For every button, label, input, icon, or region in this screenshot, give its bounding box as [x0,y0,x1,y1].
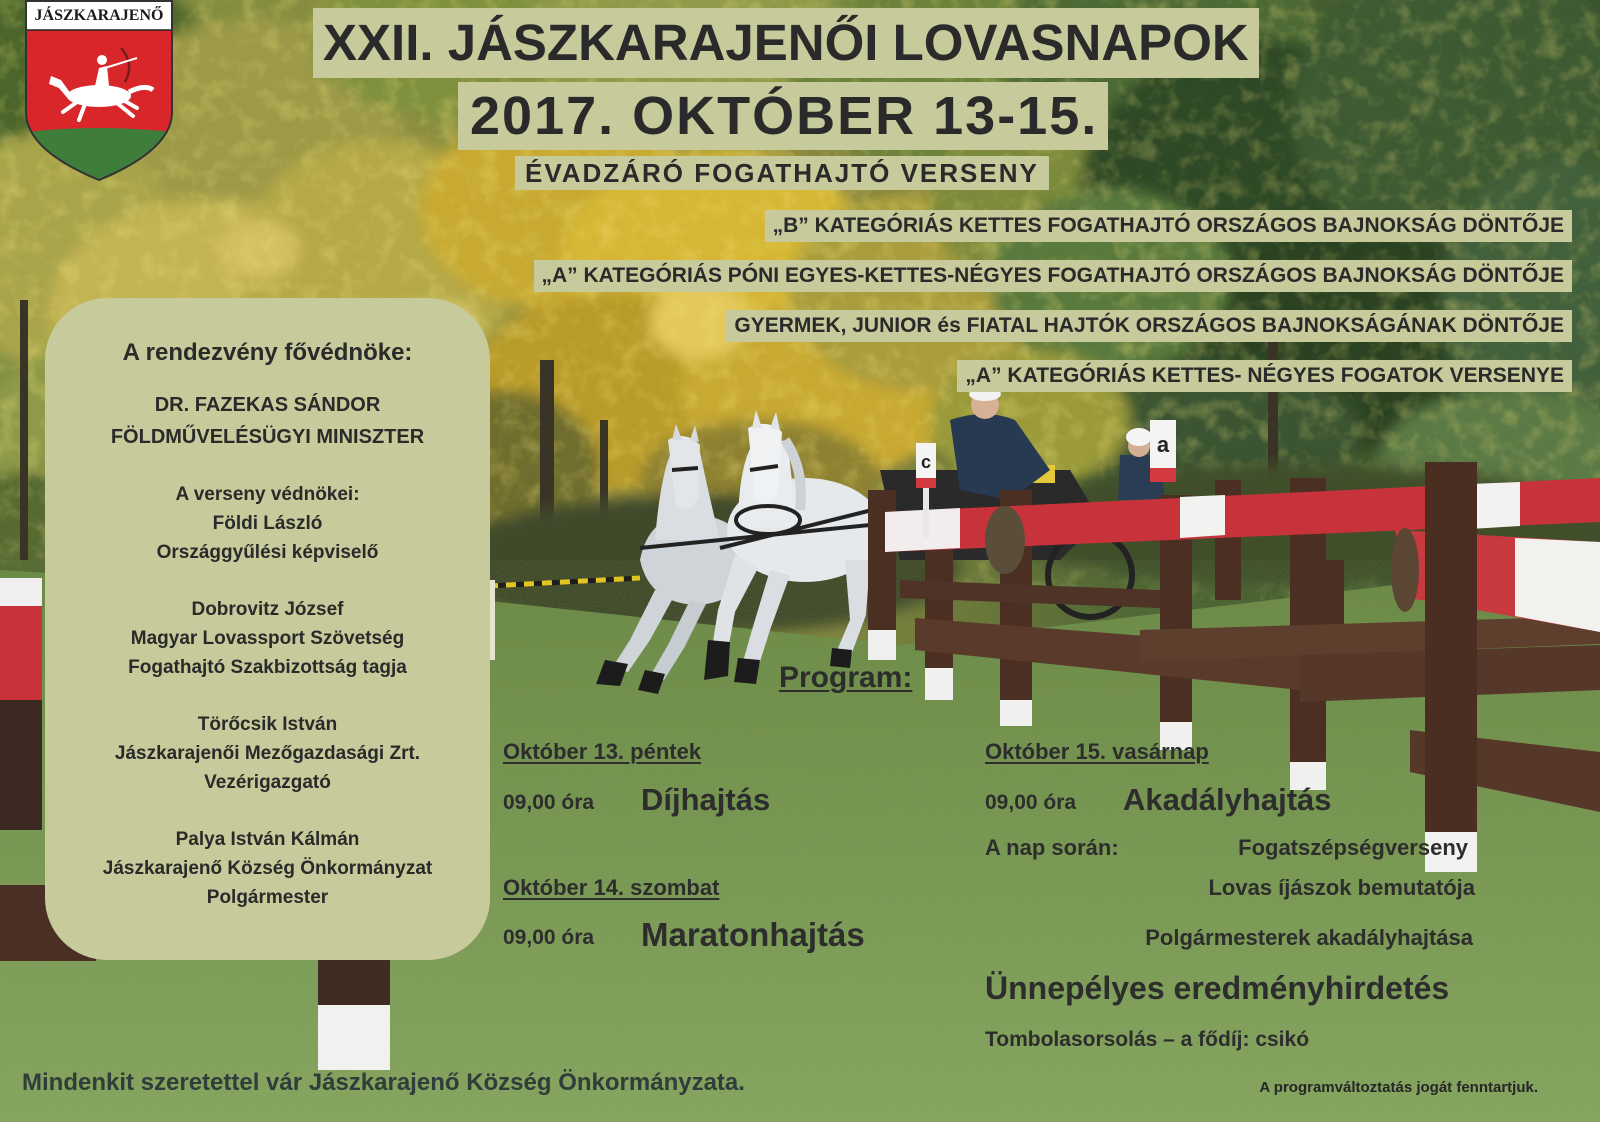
program-day-3-event: Akadályhajtás [1123,782,1332,817]
program-heading: Program: [779,661,913,694]
event-title: XXII. JÁSZKARAJENŐI LOVASNAPOK [313,8,1259,78]
patron-entry [45,825,490,912]
patron-name: Palya István Kálmán [175,829,360,850]
program-day-3: Október 15. vasárnap [985,739,1209,764]
patron-role: Jászkarajenő Község Önkormányzat [102,858,433,879]
event-date: 2017. OKTÓBER 13-15. [458,82,1108,150]
program-day-3-side-event: Lovas íjászok bemutatója [1208,875,1475,900]
patron-role: Magyar Lovassport Szövetség [130,628,405,649]
program-day-3-side-event: Fogatszépségverseny [1238,835,1468,860]
patron-entry [45,595,490,682]
shield-green-field [25,128,173,182]
obstacle-marker-a-letter: a [1156,432,1170,457]
main-patron-title: FÖLDMŰVELÉSÜGYI MINISZTER [110,426,425,448]
invitation-text: Mindenkit szeretettel vár Jászkarajenő Község Önkormányzata. [22,1069,745,1096]
patron-role: Vezérigazgató [204,772,331,793]
logo-text: JÁSZKARAJENŐ [34,7,164,24]
program-day-2-event: Maratonhajtás [641,916,865,953]
patron-name: Földi László [212,513,323,534]
patrons-panel [45,298,490,960]
obstacle-marker-c-letter: c [920,452,932,472]
patron-role: Országgyűlési képviselő [156,542,379,563]
patron-role: Fogathajtó Szakbizottság tagja [128,657,407,678]
event-subtitle: ÉVADZÁRÓ FOGATHAJTÓ VERSENY [515,156,1049,190]
municipal-coat-of-arms [25,0,173,182]
main-patron [45,389,490,453]
competition-line: „B” KATEGÓRIÁS KETTES FOGATHAJTÓ ORSZÁGOS BAJNOKSÁG DÖNTŐJE [765,210,1572,242]
competition-line: „A” KATEGÓRIÁS KETTES- NÉGYES FOGATOK VERSENYE [957,360,1572,392]
program-day-3-side-event: Polgármesterek akadályhajtása [1145,925,1473,950]
main-patron-name: DR. FAZEKAS SÁNDOR [154,394,381,416]
award-ceremony: Ünnepélyes eredményhirdetés [985,970,1450,1006]
shield-icon [25,0,173,182]
program-day-2: Október 14. szombat [503,875,720,900]
main-patron-heading: A rendezvény fővédnöke: [122,339,413,366]
program-day-1: Október 13. péntek [503,739,702,764]
program-day-3-during-label: A nap során: [985,835,1119,860]
raffle-info: Tombolasorsolás – a fődíj: csikó [985,1028,1310,1051]
program-day-1-event: Díjhajtás [641,782,771,817]
patron-entry [45,509,490,567]
patron-entry [45,710,490,797]
program-day-2-time: 09,00 óra [503,926,595,949]
patrons-heading: A verseny védnökei: [175,484,360,505]
competition-line: „A” KATEGÓRIÁS PÓNI EGYES-KETTES-NÉGYES FOGATHAJTÓ ORSZÁGOS BAJNOKSÁG DÖNTŐJE [534,260,1573,292]
patron-role: Jászkarajenői Mezőgazdasági Zrt. [114,743,421,764]
program-day-1-time: 09,00 óra [503,791,595,814]
obstacle-marker-a [1150,420,1176,482]
patron-name: Törőcsik István [197,714,338,735]
disclaimer-text: A programváltoztatás jogát fenntartjuk. [1259,1079,1538,1096]
patron-name: Dobrovitz József [191,599,344,620]
patron-role: Polgármester [206,887,329,908]
competition-line: GYERMEK, JUNIOR és FIATAL HAJTÓK ORSZÁGOS BAJNOKSÁGÁNAK DÖNTŐJE [726,310,1572,342]
program-day-3-time: 09,00 óra [985,791,1077,814]
